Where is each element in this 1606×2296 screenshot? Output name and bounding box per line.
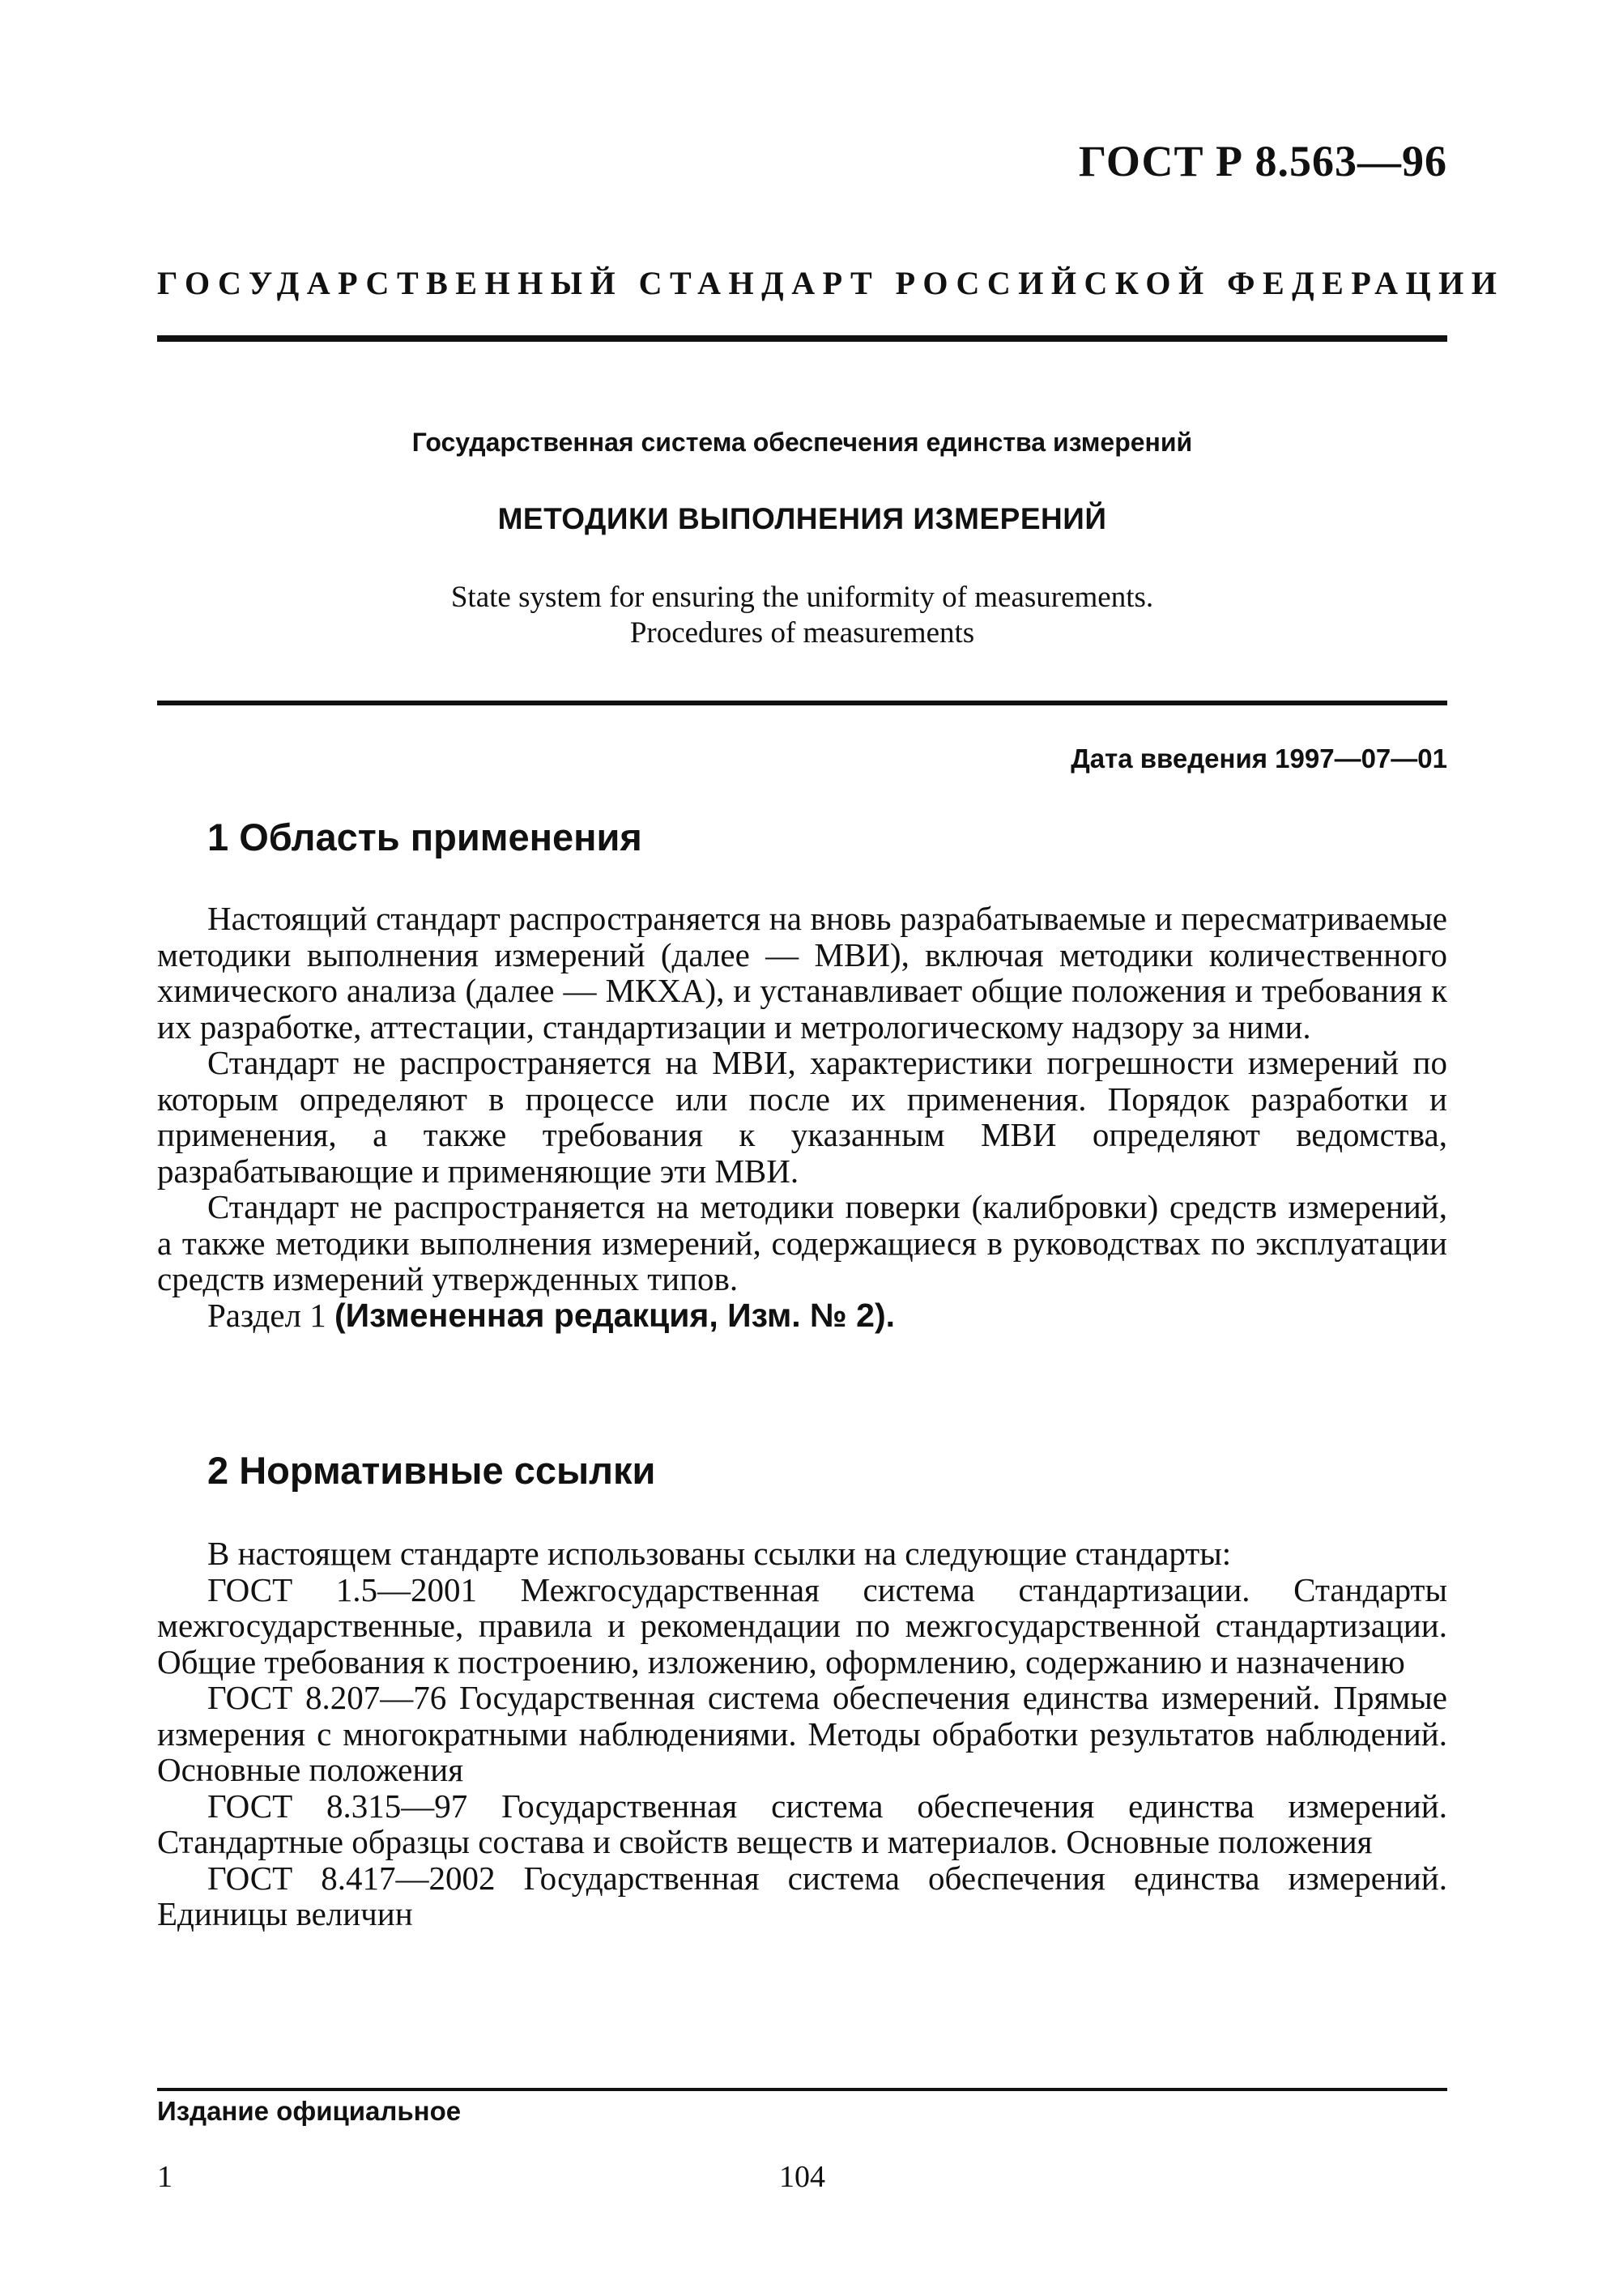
amendment-note-bold: (Измененная редакция, Изм. № 2). [334,1296,895,1334]
reference-item: ГОСТ 8.207—76 Государственная система обеспечения единства измерений. Прямые измерения с многократными наблюдениями. Методы обработки результатов наблюдений. Основные положения [157,1679,1447,1788]
section-1-heading: 1 Область применения [207,816,642,858]
introduction-date: Дата введения 1997—07—01 [1071,743,1447,773]
paragraph: В настоящем стандарте использованы ссылки на следующие стандарты: [207,1535,1232,1572]
document-title: МЕТОДИКИ ВЫПОЛНЕНИЯ ИЗМЕРЕНИЙ [497,502,1107,535]
reference-item: ГОСТ 8.417—2002 Государственная система обеспечения единства измерений. Единицы величин [157,1859,1447,1932]
paragraph: Стандарт не распространяется на МВИ, характеристики погрешности измерений по которым определяют в процессе или после их применения. Порядок разработки и применения, а также требования к указанным МВИ определяют ведомства, разрабатывающие и применяющие эти МВИ. [157,1044,1447,1190]
state-standard-heading: ГОСУДАРСТВЕННЫЙ СТАНДАРТ РОССИЙСКОЙ ФЕДЕРАЦИИ [157,265,1505,301]
header-rule [157,335,1447,342]
standard-code: ГОСТ Р 8.563—96 [1078,137,1447,185]
paragraph: Стандарт не распространяется на методики поверки (калибровки) средств измерений, а также методики выполнения измерений, содержащиеся в руководствах по эксплуатации средств измерений утвержденных типов. [157,1188,1447,1297]
left-number: 1 [157,2160,173,2194]
section-2-heading: 2 Нормативные ссылки [207,1449,656,1492]
section-2-body [157,1536,1447,1932]
reference-item: ГОСТ 8.315—97 Государственная система обеспечения единства измерений. Стандартные образцы состава и свойств веществ и материалов. Основные положения [157,1787,1447,1860]
reference-item: ГОСТ 1.5—2001 Межгосударственная система стандартизации. Стандарты межгосударственные, правила и рекомендации по межгосударственной стандартизации. Общие требования к построению, изложению, оформлению, содержанию и назначению [157,1570,1447,1680]
official-edition-label: Издание официальное [157,2096,462,2126]
system-title: Государственная система обеспечения единства измерений [411,428,1193,457]
section-1-body [157,901,1447,1333]
amendment-note [157,1297,1447,1334]
title-rule [157,701,1447,705]
page-number: 104 [779,2160,825,2194]
english-title-line-1: State system for ensuring the uniformity of measurements. [450,581,1154,614]
amendment-note-prefix: Раздел 1 [207,1296,326,1334]
english-title-line-2: Procedures of measurements [629,616,975,650]
paragraph: Настоящий стандарт распространяется на вновь разрабатываемые и пересматриваемые методики выполнения измерений (далее — МВИ), включая методики количественного химического анализа (далее — МКХА), и устанавливает общие положения и требования к их разработке, аттестации, стандартизации и метрологическому надзору за ними. [157,900,1447,1046]
english-title [157,580,1447,651]
footer-rule [157,2088,1447,2091]
